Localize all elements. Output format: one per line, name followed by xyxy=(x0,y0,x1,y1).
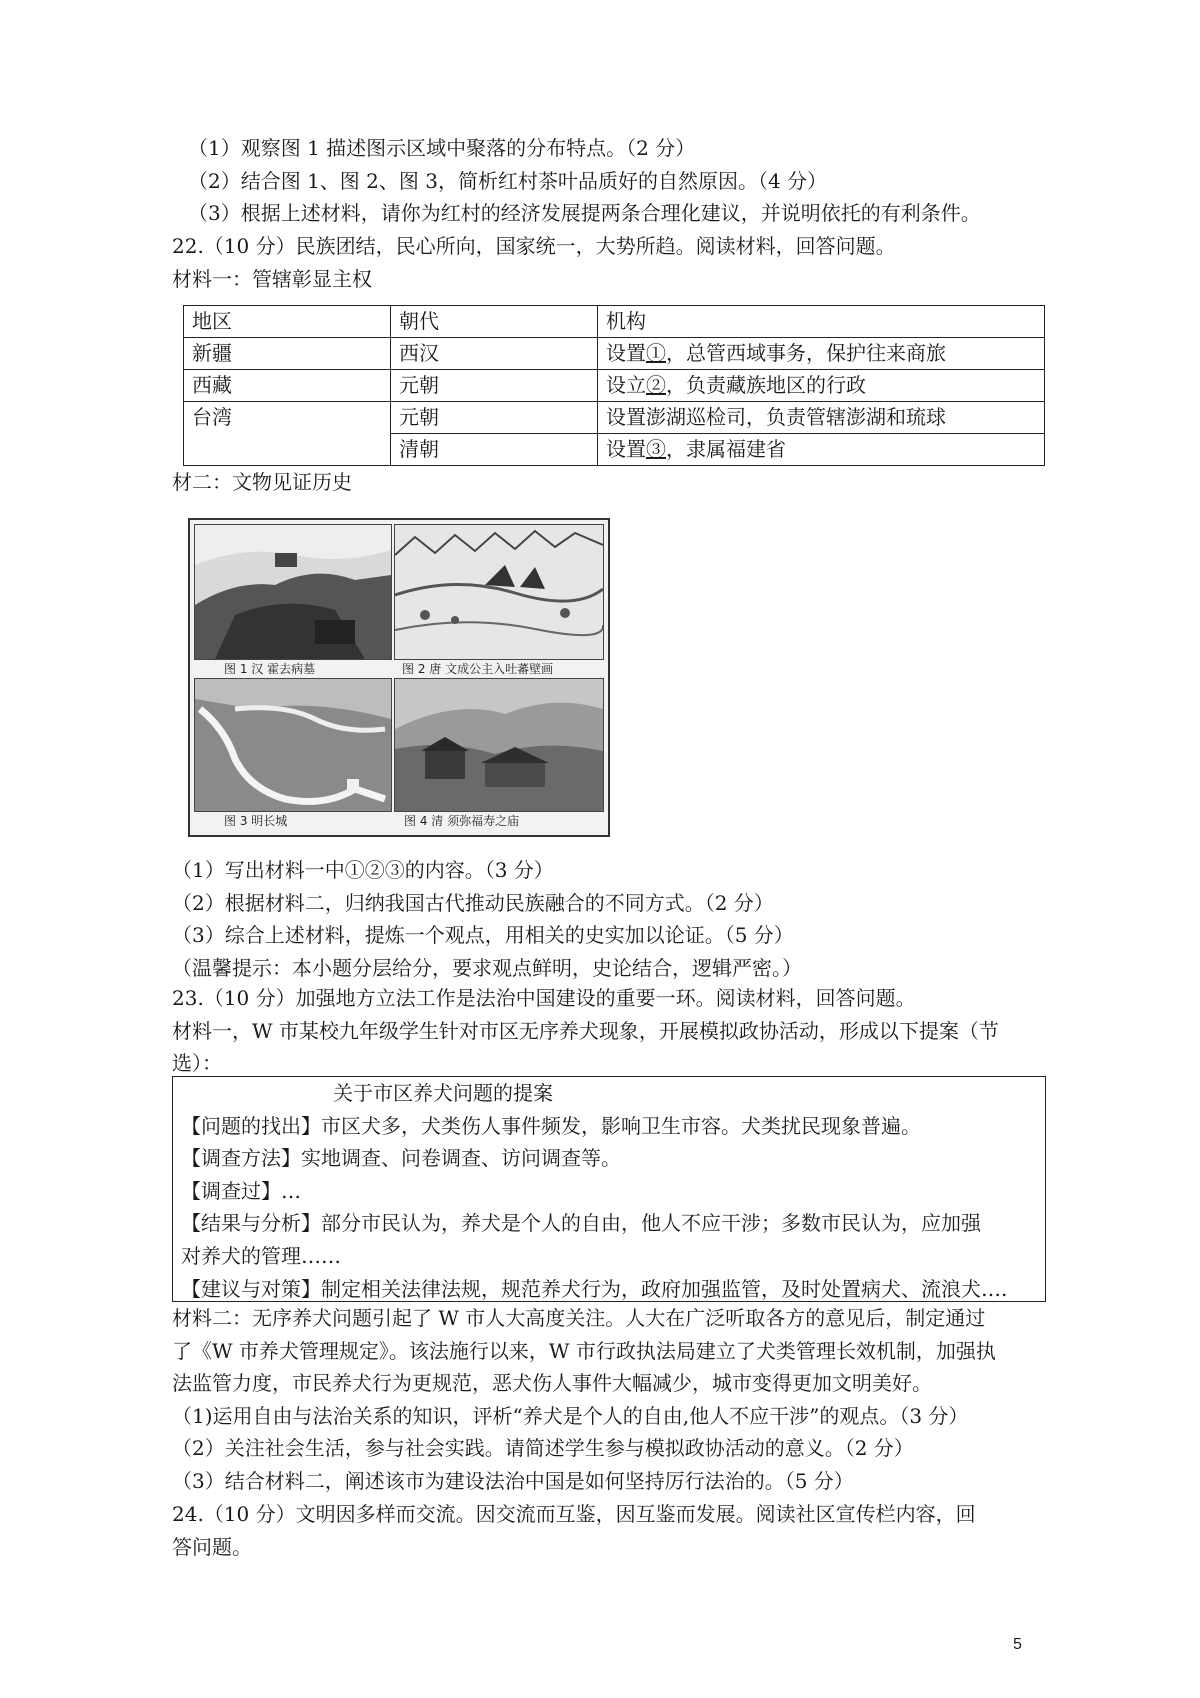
q22-tip: （温馨提示：本小题分层给分，要求观点鲜明，史论结合，逻辑严密。） xyxy=(172,955,802,980)
q22-subquestions xyxy=(172,854,1032,984)
proposal-line: 【问题的找出】市区犬多，犬类伤人事件频发，影响卫生市容。犬类扰民现象普遍。 xyxy=(181,1113,921,1138)
header-dynasty: 朝代 xyxy=(391,306,598,338)
proposal-box xyxy=(172,1076,1046,1302)
q22-stem: 22.（10 分）民族团结，民心所向，国家统一，大势所趋。阅读材料，回答问题。 xyxy=(172,234,896,258)
proposal-title: 关于市区养犬问题的提案 xyxy=(333,1081,553,1105)
jurisdiction-table xyxy=(183,305,1045,466)
blank-mark: ① xyxy=(646,341,666,365)
cell-region: 新疆 xyxy=(184,338,391,370)
cell-institution xyxy=(598,434,1045,466)
header-institution: 机构 xyxy=(598,306,1045,338)
han-tomb-image xyxy=(195,525,391,659)
proposal-line: 【建议与对策】制定相关法律法规，规范养犬行为，政府加强监管，及时处置病犬、流浪犬…. xyxy=(181,1276,1008,1301)
institution-post: ，负责藏族地区的行政 xyxy=(666,373,866,397)
cell-institution xyxy=(598,338,1045,370)
blank-mark: ② xyxy=(646,373,666,397)
institution-post: ，隶属福建省 xyxy=(666,437,786,461)
q23-material1-line2: 选）： xyxy=(172,1051,222,1076)
q23-sub1: （1)运用自由与法治关系的知识，评析“养犬是个人的自由,他人不应干涉”的观点。（3 分） xyxy=(172,1403,969,1428)
qing-temple-image xyxy=(395,679,603,811)
q22-sub2: （2）根据材料二，归纳我国古代推动民族融合的不同方式。（2 分） xyxy=(172,890,774,915)
q23-sub3: （3）结合材料二，阐述该市为建设法治中国是如何坚持厉行法治的。（5 分） xyxy=(172,1468,854,1493)
tang-mural-image xyxy=(395,525,603,659)
q22-material1-title: 材料一：管辖彰显主权 xyxy=(172,266,372,291)
photo-great-wall xyxy=(194,678,392,812)
page-number: 5 xyxy=(1013,1636,1022,1653)
q22-sub3: （3）综合上述材料，提炼一个观点，用相关的史实加以论证。（5 分） xyxy=(172,923,794,948)
q23-material2-line1: 材料二：无序养犬问题引起了 W 市人大高度关注。人大在广泛听取各方的意见后，制定通过 xyxy=(172,1306,986,1330)
photo-han-tomb xyxy=(194,524,392,660)
photo-tang-mural xyxy=(394,524,604,660)
table-row xyxy=(184,402,1045,434)
institution-post: ，总管西域事务，保护往来商旅 xyxy=(666,341,946,365)
q23-header xyxy=(172,982,1032,1080)
proposal-line: 对养犬的管理…… xyxy=(181,1243,341,1268)
q23-material1-line1: 材料一，W 市某校九年级学生针对市区无序养犬现象，开展模拟政协活动，形成以下提案（节 xyxy=(172,1018,999,1043)
q21-sub1: （1）观察图 1 描述图示区域中聚落的分布特点。（2 分） xyxy=(188,136,696,160)
q24-line2: 答问题。 xyxy=(172,1534,252,1559)
cell-institution xyxy=(598,370,1045,402)
q21-sub2: （2）结合图 1、图 2、图 3，简析红村茶叶品质好的自然原因。（4 分） xyxy=(188,168,828,193)
table-row xyxy=(184,370,1045,402)
q23-material2-line3: 法监管力度，市民养犬行为更规范，恶犬伤人事件大幅减少，城市变得更加文明美好。 xyxy=(172,1371,932,1396)
proposal-line: 【结果与分析】部分市民认为，养犬是个人的自由，他人不应干涉；多数市民认为，应加强 xyxy=(181,1211,981,1236)
cell-institution: 设置澎湖巡检司，负责管辖澎湖和琉球 xyxy=(598,402,1045,434)
cell-region: 西藏 xyxy=(184,370,391,402)
q24-line1: 24.（10 分）文明因多样而交流。因交流而互鉴，因互鉴而发展。阅读社区宣传栏内容，回 xyxy=(172,1502,976,1526)
photo-caption: 图 3 明长城 xyxy=(224,814,288,828)
blank-mark: ③ xyxy=(646,437,666,461)
artifact-photo-collage xyxy=(188,518,610,837)
institution-pre: 设置 xyxy=(606,341,646,365)
table-row xyxy=(184,338,1045,370)
institution-pre: 设置 xyxy=(606,437,646,461)
photo-caption: 图 4 清 须弥福寿之庙 xyxy=(404,814,520,828)
photo-caption: 图 1 汉 霍去病墓 xyxy=(224,662,316,676)
photo-qing-temple xyxy=(394,678,604,812)
great-wall-image xyxy=(195,679,391,811)
q22-material2-title: 材二：文物见证历史 xyxy=(172,470,352,494)
q22-sub1: （1）写出材料一中①②③的内容。（3 分） xyxy=(172,858,554,882)
cell-dynasty: 西汉 xyxy=(391,338,598,370)
q23-material2 xyxy=(172,1302,1032,1498)
q23-sub2: （2）关注社会生活，参与社会实践。请简述学生参与模拟政协活动的意义。（2 分） xyxy=(172,1436,914,1461)
proposal-line: 【调查方法】实地调查、问卷调查、访问调查等。 xyxy=(181,1146,621,1171)
q23-material2-line2: 了《W 市养犬管理规定》。该法施行以来，W 市行政执法局建立了犬类管理长效机制，加强执 xyxy=(172,1338,996,1363)
q23-stem: 23.（10 分）加强地方立法工作是法治中国建设的重要一环。阅读材料，回答问题。 xyxy=(172,986,916,1010)
q21-subquestions xyxy=(188,132,1048,230)
cell-dynasty: 清朝 xyxy=(391,434,598,466)
cell-region: 台湾 xyxy=(184,402,391,466)
cell-dynasty: 元朝 xyxy=(391,370,598,402)
q22-header xyxy=(172,230,1032,295)
table-header-row xyxy=(184,306,1045,338)
proposal-line: 【调查过】… xyxy=(181,1178,301,1203)
q22-material2-header xyxy=(172,466,1032,499)
cell-dynasty: 元朝 xyxy=(391,402,598,434)
header-region: 地区 xyxy=(184,306,391,338)
q24-header xyxy=(172,1498,1032,1563)
q21-sub3: （3）根据上述材料，请你为红村的经济发展提两条合理化建议，并说明依托的有利条件。 xyxy=(188,201,981,226)
institution-pre: 设立 xyxy=(606,373,646,397)
photo-caption: 图 2 唐 文成公主入吐蕃壁画 xyxy=(402,662,554,676)
